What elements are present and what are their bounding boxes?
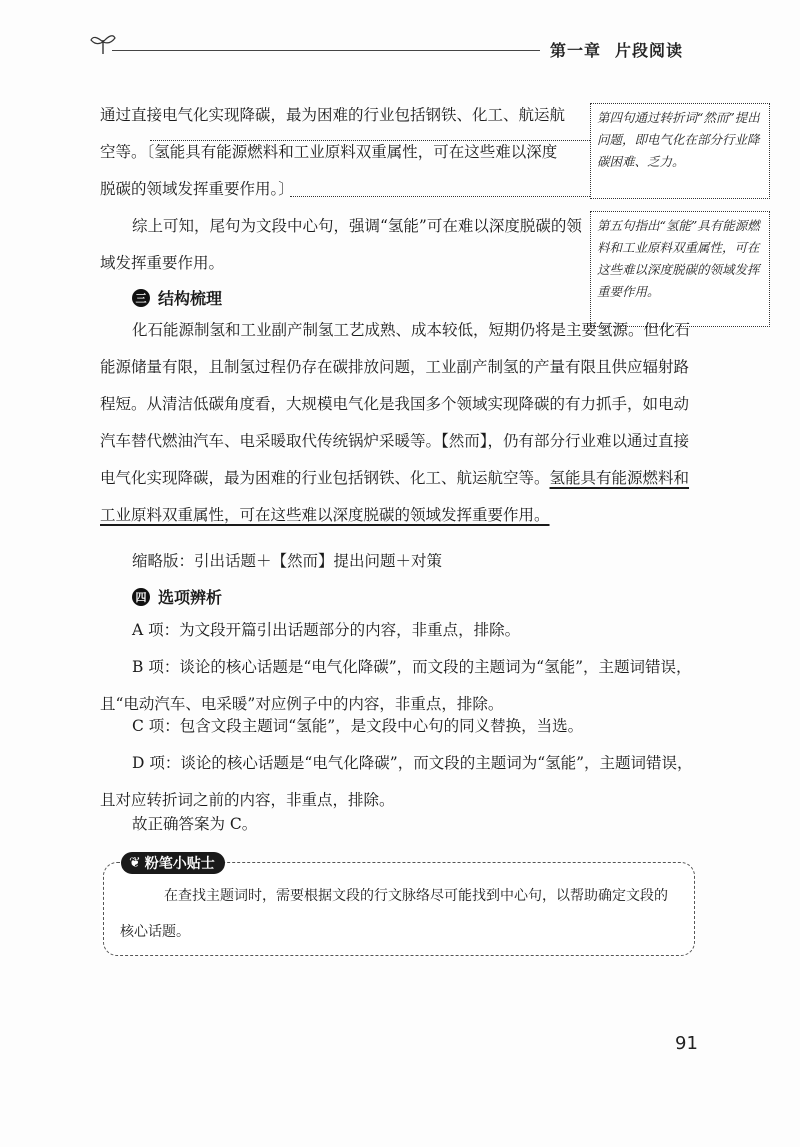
bracket-open: 〔 <box>146 143 155 161</box>
section-options-heading: 四 选项辨析 <box>132 585 222 608</box>
option-c: C 项：包含文段主题词“氢能”，是文段中心句的同义替换，当选。 <box>132 717 584 735</box>
section-label: 片段阅读 <box>615 41 684 60</box>
structure-abbrev: 缩略版：引出话题＋【然而】提出问题＋对策 <box>132 552 443 570</box>
option-b: B 项：谈论的核心话题是“电气化降碳”，而文段的主题词为“氢能”，主题词错误，且“电动汽车、电采暖”对应例子中的内容，非重点，排除。 <box>100 658 692 713</box>
sprout-icon: ❦ <box>129 855 141 871</box>
section-number-badge: 三 <box>132 289 150 307</box>
tip-text: 在查找主题词时，需要根据文段的行文脉络尽可能找到中心句，以帮助确定文段的核心话题。 <box>120 888 668 940</box>
sprout-icon <box>88 30 118 56</box>
passage <box>100 97 600 208</box>
running-header <box>550 38 683 61</box>
chapter-label: 第一章 <box>550 41 602 60</box>
margin-note-4: 第四句通过转折词“然而”提出问题，即电气化在部分行业降碳困难、乏力。 <box>590 103 770 199</box>
note-connector <box>150 140 590 141</box>
section-structure-heading: 三 结构梳理 <box>132 286 222 309</box>
summary-paragraph: 综上可知，尾句为文段中心句，强调“氢能”可在难以深度脱碳的领域发挥重要作用。 <box>100 217 582 272</box>
note-connector-2 <box>290 196 590 197</box>
margin-note-5: 第五句指出“氢能”具有能源燃料和工业原料双重属性，可在这些难以深度脱碳的领域发挥重要作用。 <box>590 211 770 327</box>
passage-line-2: 空等。〔氢能具有能源燃料和工业原料双重属性，可在这些难以深度 <box>100 143 558 161</box>
passage-key-sentence: 氢能具有能源燃料和工业原料双重属性，可在这些难以深度 <box>154 143 558 161</box>
header-rule <box>112 50 540 51</box>
page-number: 91 <box>675 1033 698 1054</box>
answer-line: 故正确答案为 C。 <box>132 815 258 833</box>
option-d: D 项：谈论的核心话题是“电气化降碳”，而文段的主题词为“氢能”，主题词错误，且对应转折词之前的内容，非重点，排除。 <box>100 754 693 809</box>
option-a: A 项：为文段开篇引出话题部分的内容，非重点，排除。 <box>132 621 521 639</box>
bracket-close: 〕 <box>278 180 294 198</box>
structure-body: 化石能源制氢和工业副产制氢工艺成熟、成本较低，短期仍将是主要氢源。但化石能源储量有限，且制氢过程仍存在碳排放问题，工业副产制氢的产量有限且供应辐射路程短。从清洁低碳角度看，大规模电气化是我国多个领域实现降碳的有力抓手，如电动汽车替代燃油汽车、电采暖取代传统锅炉采暖等。【然而】，仍有部分行业难以通过直接电气化实现降碳，最为困难的行业包括钢铁、化工、航运航空等。 <box>100 321 691 487</box>
structure-paragraph <box>100 312 696 534</box>
section-number-badge: 四 <box>132 588 150 606</box>
structure-key-sentence: 氢能具有能源燃料和工业原料双重属性，可在这些难以深度脱碳的领域发挥重要作用。 <box>100 469 690 524</box>
tip-label: ❦ 粉笔小贴士 <box>121 852 225 874</box>
passage-line-3: 脱碳的领域发挥重要作用。〕 <box>100 180 294 198</box>
passage-line-1: 通过直接电气化实现降碳，最为困难的行业包括钢铁、化工、航运航 <box>100 106 566 124</box>
